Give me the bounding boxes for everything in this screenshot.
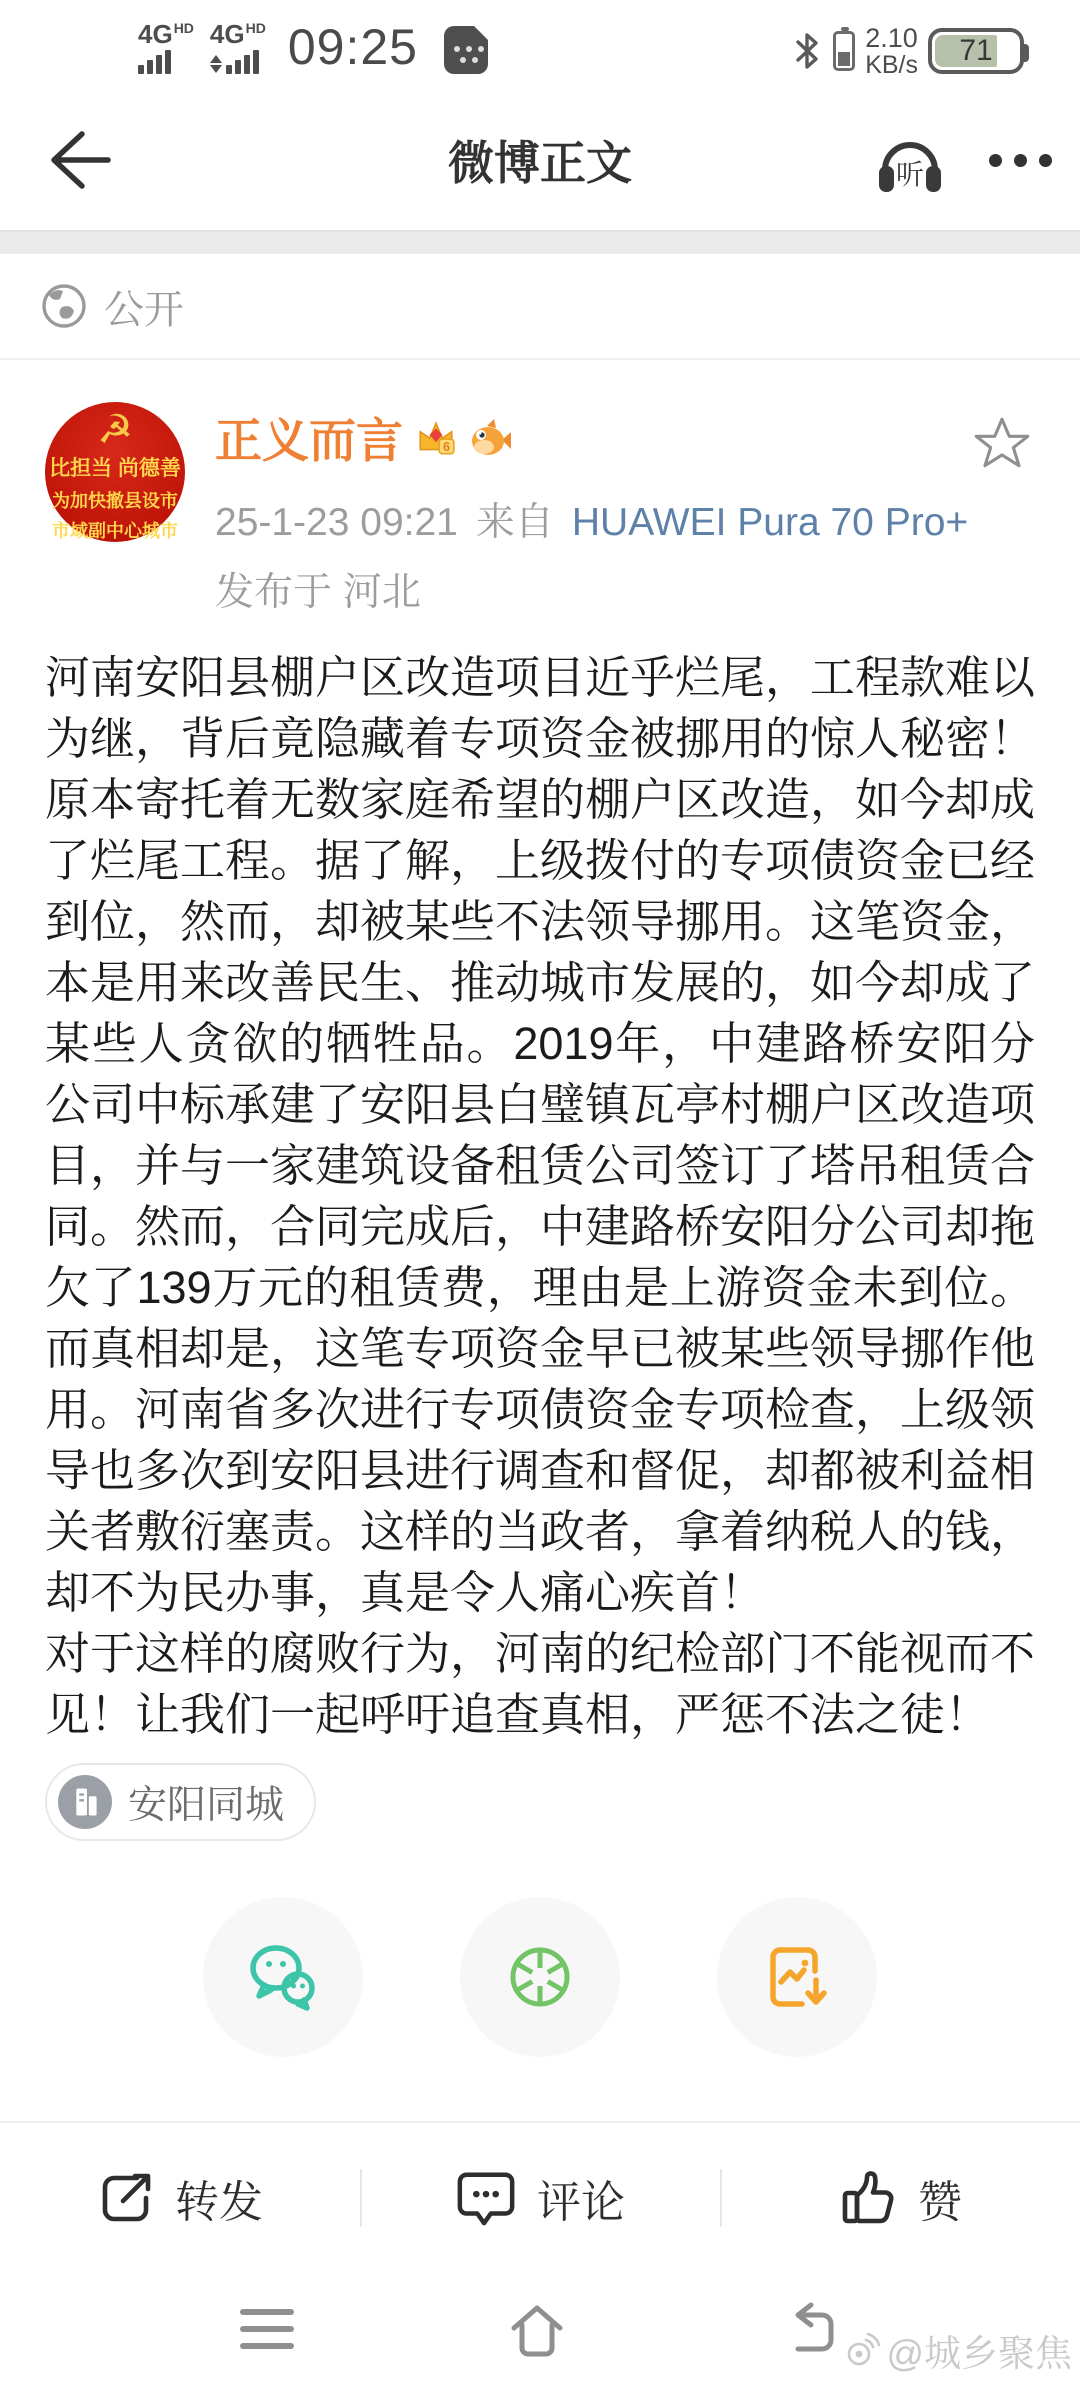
avatar-text-line2: 为加快撤县设市 — [52, 491, 178, 511]
favorite-button[interactable] — [971, 412, 1033, 474]
speed-unit: KB/s — [865, 51, 918, 80]
speed-value: 2.10 — [865, 23, 918, 53]
visibility-label: 公开 — [104, 287, 184, 332]
sim2-hd-tag: HD — [245, 20, 266, 36]
save-image-button[interactable] — [717, 1897, 877, 2057]
source-device-link[interactable]: HUAWEI Pura 70 Pro+ — [571, 501, 969, 544]
listen-button[interactable] — [871, 122, 947, 198]
recent-apps-button[interactable] — [240, 2309, 294, 2349]
sim2-network: 4G — [209, 19, 245, 49]
vip-crown-badge-icon — [415, 417, 457, 459]
globe-icon — [40, 282, 88, 330]
wechat-moments-icon — [501, 1938, 579, 2016]
back-nav-button[interactable] — [780, 2303, 840, 2355]
repost-button[interactable] — [0, 2166, 360, 2230]
post-paragraph: 河南安阳县棚户区改造项目近乎烂尾，工程款难以为继，背后竟隐藏着专项资金被挪用的惊人秘密！原本寄托着无数家庭希望的棚户区改造，如今却成了烂尾工程。据了解，上级拨付的专项债资金已经到位，然而，却被某些不法领导挪用。这笔资金，本是用来改善民生、推动城市发展的，如今却成了某些人贪欲的牺牲品。2019年，中建路桥安阳分公司中标承建了安阳县白璧镇瓦亭村棚户区改造项目，并与一家建筑设备租赁公司签订了塔吊租赁合同。然而，合同完成后，中建路桥安阳分公司却拖欠了139万元的租赁费，理由是上游资金未到位。而真相却是，这笔专项资金早已被某些领导挪作他用。河南省多次进行专项债资金专项检查，上级领导也多次到安阳县进行调查和督促，却都被利益相关者敷衍塞责。这样的当政者，拿着纳税人的钱，却不为民办事，真是令人痛心疾首！ — [45, 652, 1036, 1618]
image-download-icon — [758, 1938, 836, 2016]
post-location: 发布于 河北 — [215, 571, 421, 614]
back-arrow-icon — [42, 124, 114, 196]
comment-icon — [455, 2167, 517, 2229]
like-label: 赞 — [918, 2178, 962, 2227]
home-icon — [506, 2300, 568, 2358]
sim1-network: 4G — [138, 19, 173, 49]
status-clock: 09:25 — [287, 19, 418, 75]
watermark-text: @城乡聚焦 — [886, 2333, 1072, 2374]
back-button[interactable] — [42, 124, 114, 196]
local-tag-chip[interactable] — [45, 1763, 316, 1841]
visibility-row[interactable] — [0, 254, 1080, 360]
status-bar — [0, 0, 1080, 90]
author-name[interactable]: 正义而言 — [215, 414, 403, 467]
power-save-icon — [833, 31, 855, 71]
post — [0, 402, 1080, 2057]
share-row — [45, 1897, 1035, 2057]
action-separator — [360, 2169, 362, 2227]
vip-level-number: 6 — [442, 439, 451, 454]
more-menu-button[interactable] — [989, 154, 1052, 167]
repost-icon — [97, 2169, 155, 2227]
divider-band — [0, 230, 1080, 254]
headphone-listen-icon — [871, 122, 947, 198]
source-prefix: 来自 — [475, 501, 554, 544]
page-title: 微博正文 — [448, 137, 632, 189]
system-nav — [0, 2273, 1080, 2385]
city-building-icon — [58, 1775, 112, 1829]
avatar[interactable] — [45, 402, 185, 542]
comment-button[interactable] — [360, 2166, 720, 2230]
action-bar — [0, 2121, 1080, 2273]
post-header — [45, 402, 1035, 617]
post-body — [45, 647, 1035, 1745]
action-separator — [720, 2169, 722, 2227]
battery-icon — [928, 28, 1024, 74]
thumbs-up-icon — [838, 2168, 898, 2228]
like-button[interactable] — [720, 2166, 1080, 2230]
star-icon — [971, 412, 1033, 474]
local-tag-label: 安阳同城 — [128, 1784, 285, 1827]
data-transfer-arrows-icon — [210, 55, 222, 73]
post-paragraph: 对于这样的腐败行为，河南的纪检部门不能视而不见！让我们一起呼吁追查真相，严惩不法之徒！ — [45, 1628, 1036, 1740]
signal-sim2-icon — [210, 21, 266, 74]
back-nav-icon — [780, 2303, 840, 2355]
sim1-hd-tag: HD — [173, 20, 194, 36]
avatar-text-line1: 比担当 尚德善 — [49, 457, 181, 480]
network-speed — [865, 24, 918, 79]
watermark — [844, 2323, 1072, 2377]
comment-label: 评论 — [537, 2178, 625, 2227]
share-wechat-button[interactable] — [203, 1897, 363, 2057]
repost-label: 转发 — [175, 2178, 263, 2227]
home-button[interactable] — [506, 2300, 568, 2358]
weibo-logo-icon — [844, 2332, 880, 2368]
nav-bar — [0, 90, 1080, 230]
avatar-text-line3: 市域副中心城市 — [52, 521, 178, 541]
post-time: 25-1-23 09:21 — [215, 501, 458, 544]
bluetooth-icon — [793, 31, 823, 71]
listen-char: 听 — [895, 159, 925, 190]
fish-badge-icon — [469, 418, 513, 458]
wechat-icon — [242, 1938, 324, 2016]
party-emblem-icon: ☭ — [97, 408, 133, 452]
share-moments-button[interactable] — [460, 1897, 620, 2057]
notification-app-icon — [444, 26, 488, 74]
signal-sim1-icon — [138, 21, 194, 74]
battery-percent: 71 — [959, 34, 993, 68]
